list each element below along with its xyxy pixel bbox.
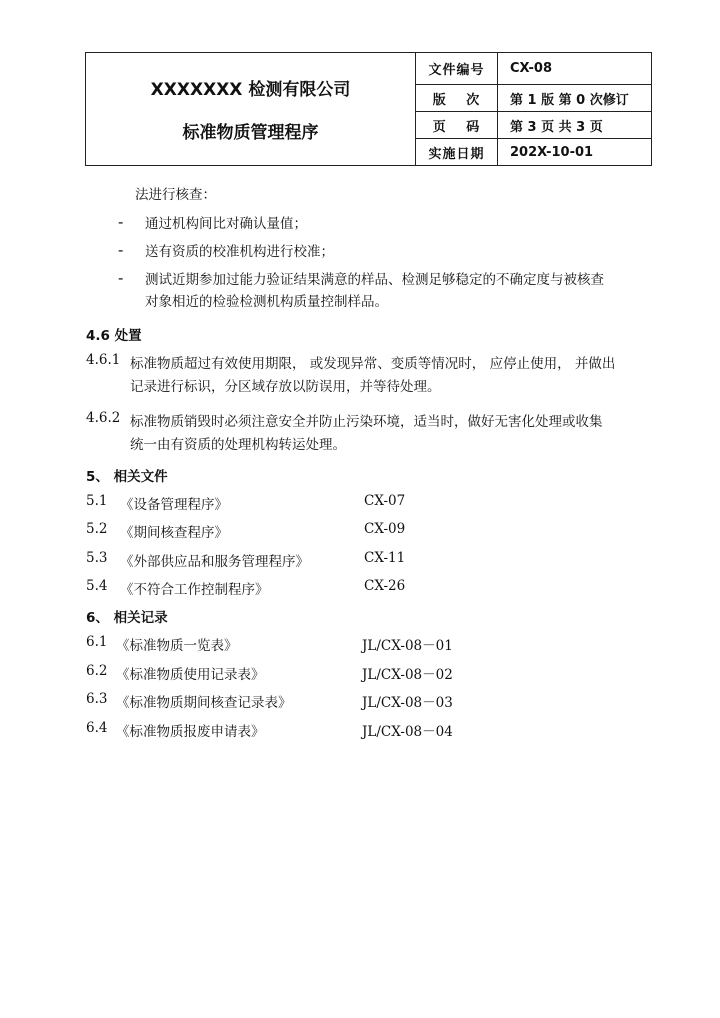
bullet-text: 送有资质的校准机构进行校准； — [145, 244, 334, 260]
clause-text: 标准物质超过有效使用期限， 或发现异常、变质等情况时， 应停止使用， 并做出 — [130, 356, 616, 372]
doc-ref-name: 《期间核查程序》 — [120, 525, 228, 541]
doc-ref-number: 5.3 — [86, 550, 108, 566]
doc-ref-number: 5.2 — [86, 521, 108, 537]
doc-ref-code: CX-07 — [364, 493, 406, 509]
page-value: 第 3 页 共 3 页 — [498, 112, 652, 139]
intro-text: 法进行核查： — [135, 187, 216, 203]
section-heading: 5、 相关文件 — [86, 469, 168, 485]
record-ref-number: 6.3 — [86, 691, 108, 707]
doc-ref-name: 《外部供应品和服务管理程序》 — [120, 554, 309, 570]
clause-text-continued: 记录进行标识，分区域存放以防误用，并等待处理。 — [130, 379, 441, 395]
clause-text-continued: 统一由有资质的处理机构转运处理。 — [130, 437, 346, 453]
clause-text: 标准物质销毁时必须注意安全并防止污染环境，适当时，做好无害化处理或收集 — [130, 414, 603, 430]
record-ref-number: 6.4 — [86, 720, 108, 736]
doc-ref-name: 《设备管理程序》 — [120, 497, 228, 513]
clause-number: 4.6.2 — [86, 410, 121, 426]
doc-number-value: CX-08 — [498, 53, 652, 85]
section-heading: 4.6 处置 — [86, 328, 142, 344]
bullet-text-continued: 对象相近的检验检测机构质量控制样品。 — [145, 294, 388, 310]
section-heading: 6、 相关记录 — [86, 610, 168, 626]
record-ref-name: 《标准物质一览表》 — [116, 638, 238, 654]
doc-ref-name: 《不符合工作控制程序》 — [120, 582, 269, 598]
record-ref-name: 《标准物质报废申请表》 — [116, 724, 265, 740]
record-ref-number: 6.2 — [86, 663, 108, 679]
record-ref-code: JL/CX-08－04 — [362, 724, 453, 740]
edition-value: 第 1 版 第 0 次修订 — [498, 85, 652, 112]
clause-number: 4.6.1 — [86, 352, 121, 368]
doc-ref-code: CX-11 — [364, 550, 406, 566]
effective-date-value: 202X-10-01 — [498, 139, 652, 166]
doc-ref-number: 5.1 — [86, 493, 108, 509]
record-ref-name: 《标准物质期间核查记录表》 — [116, 695, 292, 711]
record-ref-number: 6.1 — [86, 634, 108, 650]
bullet-dash: - — [118, 212, 124, 231]
record-ref-code: JL/CX-08－01 — [362, 638, 453, 654]
bullet-text: 测试近期参加过能力验证结果满意的样品、检测足够稳定的不确定度与被核查 — [145, 272, 604, 288]
doc-number-label: 文件编号 — [416, 53, 498, 85]
bullet-dash: - — [118, 268, 124, 287]
page-label: 页 码 — [416, 112, 498, 139]
title-cell — [86, 53, 416, 166]
doc-ref-number: 5.4 — [86, 578, 108, 594]
procedure-title: 标准物质管理程序 — [182, 123, 319, 143]
company-name: XXXXXXX 检测有限公司 — [150, 80, 351, 100]
bullet-dash: - — [118, 240, 124, 259]
record-ref-name: 《标准物质使用记录表》 — [116, 667, 265, 683]
effective-date-label: 实施日期 — [416, 139, 498, 166]
doc-ref-code: CX-26 — [364, 578, 406, 594]
record-ref-code: JL/CX-08－02 — [362, 667, 453, 683]
bullet-text: 通过机构间比对确认量值； — [145, 216, 307, 232]
doc-ref-code: CX-09 — [364, 521, 406, 537]
document-header-table — [85, 52, 652, 166]
record-ref-code: JL/CX-08－03 — [362, 695, 453, 711]
edition-label: 版 次 — [416, 85, 498, 112]
